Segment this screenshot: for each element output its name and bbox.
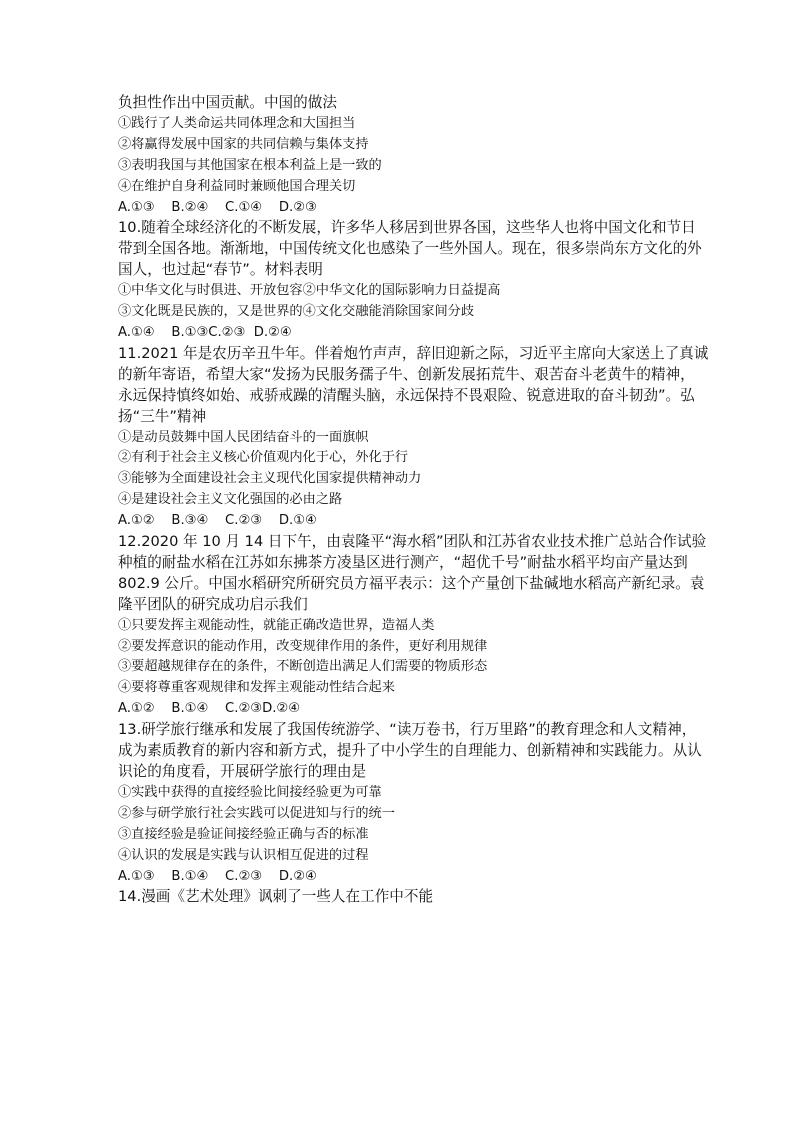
question-stem-line: 10.随着全球经济化的不断发展，许多华人移居到世界各国，这些华人也将中国文化和节日 [118,219,696,237]
option-line: ①践行了人类命运共同体理念和大国担当 [118,115,356,131]
option-line: ③能够为全面建设社会主义现代化国家提供精神动力 [118,471,422,487]
option-line: ④认识的发展是实践与认识相互促进的过程 [118,847,369,863]
question-11 [118,344,709,532]
option-line: ①只要发挥主观能动性，就能正确改造世界，造福人类 [118,617,435,633]
question-9 [118,93,698,218]
question-stem-line: 的新年寄语，希望大家“发扬为民服务孺子牛、创新发展拓荒牛、艰苦奋斗老黄牛的精神， [118,365,695,383]
question-list [118,93,709,908]
question-13 [118,720,702,887]
option-line: ②要发挥意识的能动作用，改变规律作用的条件，更好利用规律 [118,638,488,654]
option-line: ③直接经验是验证间接经验正确与否的标准 [118,826,369,842]
question-stem-line: 扬“三牛”精神 [118,407,207,425]
answer-choices: A.①④ B.①③C.②③ D.②④ [118,324,292,340]
answer-choices: A.①② B.③④ C.②③ D.①④ [118,513,317,529]
answer-choices: A.①③ B.①④ C.②③ D.②④ [118,868,317,884]
option-line: ②有利于社会主义核心价值观内化于心，外化于行 [118,450,409,466]
question-stem-line: 识论的角度看，开展研学旅行的理由是 [118,763,367,780]
option-line: ②将赢得发展中国家的共同信赖与集体支持 [118,136,369,152]
question-stem-line: 11.2021 年是农历辛丑牛年。伴着炮竹声声，辞旧迎新之际，习近平主席向大家送上了真诚 [118,344,709,362]
option-line: ①是动员鼓舞中国人民团结奋斗的一面旗帜 [118,429,369,445]
question-stem-line: 13.研学旅行继承和发展了我国传统游学、“读万卷书，行万里路”的教育理念和人文精神， [118,721,697,739]
option-line: ④是建设社会主义文化强国的必由之路 [118,492,343,508]
option-line: ②参与研学旅行社会实践可以促进知与行的统一 [118,805,395,821]
question-stem-line: 国人，也过起“春节”。材料表明 [118,261,323,279]
question-stem-line: 12.2020 年 10 月 14 日下午，由袁隆平“海水稻”团队和江苏省农业技术推广总站合作试验 [118,533,707,551]
option-line: ④在维护自身利益同时兼顾他国合理关切 [118,178,356,194]
option-line: ①中华文化与时俱进、开放包容②中华文化的国际影响力日益提高 [118,283,501,299]
question-stem-line: 带到全国各地。渐渐地，中国传统文化也感染了一些外国人。现在，很多崇尚东方文化的外 [118,240,702,258]
question-stem-line: 隆平团队的研究成功启示我们 [118,595,308,613]
question-stem-line: 成为素质教育的新内容和新方式，提升了中小学生的自理能力、创新精神和实践能力。从认 [118,742,702,760]
question-stem-line: 永远保持慎终如始、戒骄戒躁的清醒头脑，永远保持不畏艰险、锐意进取的奋斗韧劲”。弘 [118,386,695,404]
question-12 [118,532,707,720]
question-stem-line: 14.漫画《艺术处理》讽刺了一些人在工作中不能 [118,888,434,906]
question-10 [118,218,702,343]
question-14 [118,887,698,908]
option-line: ③表明我国与其他国家在根本利益上是一致的 [118,157,382,173]
answer-choices: A.①② B.①④ C.②③D.②④ [118,701,301,717]
option-line: ③要超越规律存在的条件，不断创造出满足人们需要的物质形态 [118,659,488,675]
question-stem-line: 802.9 公斤。中国水稻研究所研究员方福平表示：这个产量创下盐碱地水稻高产新纪录。袁 [118,574,705,592]
option-line: ③文化既是民族的，又是世界的④文化交融能消除国家间分歧 [118,304,475,320]
question-stem-line: 种植的耐盐水稻在江苏如东拂茶方凌垦区进行测产，“超优千号”耐盐水稻平均亩产量达到 [118,553,688,571]
option-line: ①实践中获得的直接经验比间接经验更为可靠 [118,784,382,800]
option-line: ④要将尊重客观规律和发挥主观能动性结合起来 [118,680,395,696]
answer-choices: A.①③ B.②④ C.①④ D.②③ [118,199,317,215]
question-stem-line: 负担性作出中国贡献。中国的做法 [118,94,337,111]
